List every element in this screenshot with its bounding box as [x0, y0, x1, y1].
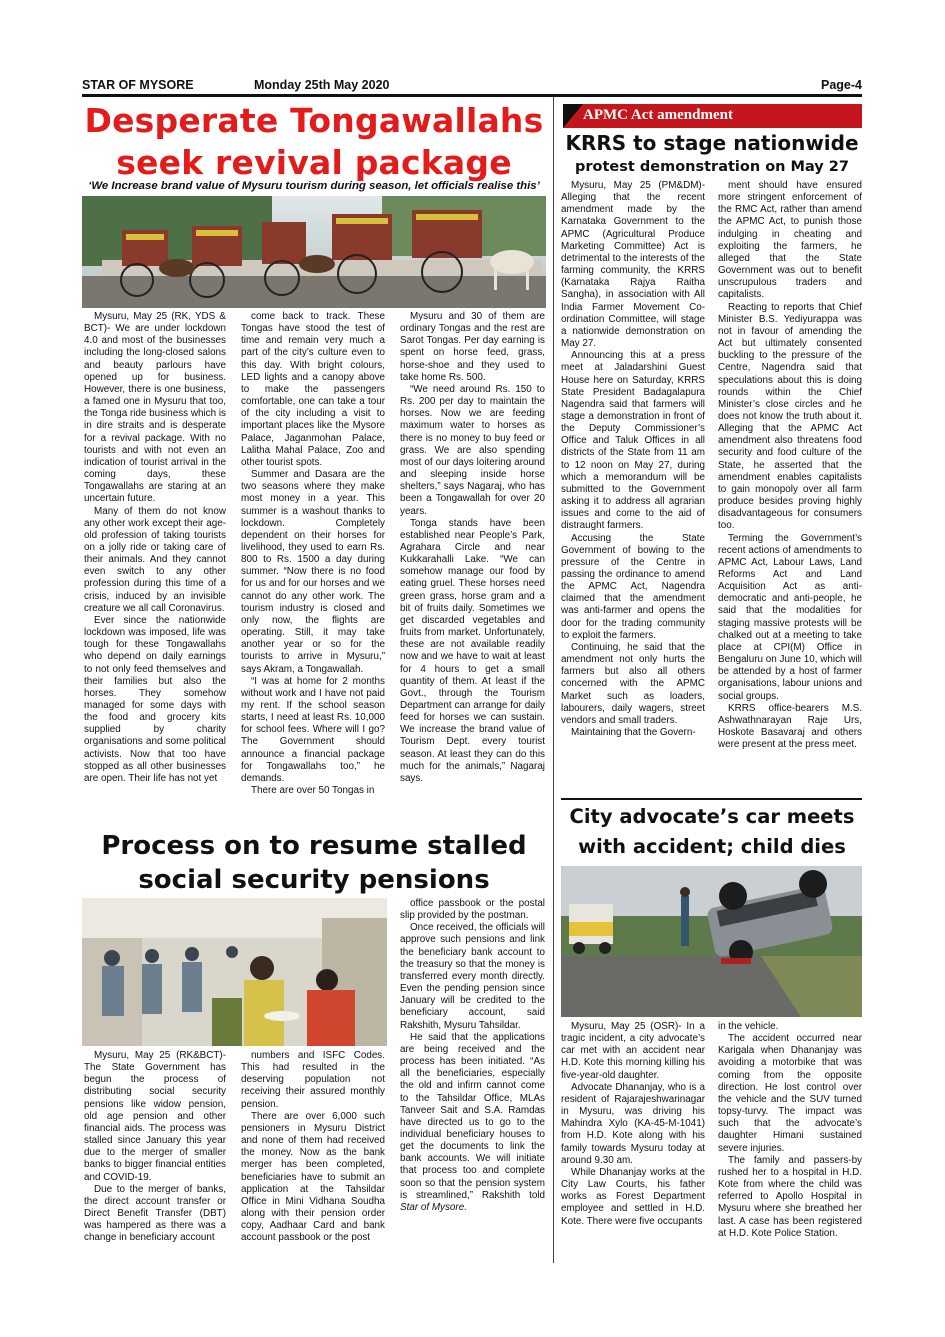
story4-col1-para: Mysuru, May 25 (OSR)- In a tragic incident, a city advocate’s car met with an accident near H.D. Kote this morning killing his five-year-old daughter. [561, 1021, 705, 1081]
story1-column-1 [84, 311, 226, 785]
story3-column-3 [400, 898, 545, 1214]
story1-column-2 [241, 311, 385, 797]
masthead-rule [82, 94, 862, 97]
issue-date: Monday 25th May 2020 [254, 78, 390, 92]
tag-triangle-icon [563, 104, 583, 128]
column-divider [553, 97, 554, 1263]
story4-headline [558, 802, 866, 862]
story1-col2-para: There are over 50 Tongas in [251, 785, 375, 797]
story3-col3-para [400, 1032, 545, 1214]
story4-col2-para: in the vehicle. [718, 1021, 779, 1032]
story2-col1-para: Announcing this at a press meet at Jaladarshini Guest House here on Saturday, KRRS State President Badagalapura Nagendra said that farmers will stage a demonstration in front of the Deputy Commissioner’s Office and Taluk Offices in all districts of the State from 11 am to 12 noon on May 27, during which a memorandum will be submitted to the Government asking it to address all agrarian issues and come to the aid of distraught farmers. [561, 350, 705, 532]
story4-col1-para: While Dhananjay works at the City Law Courts, his father works as Forest Department employee and settled in H.D. Kote. There were five occupants [561, 1166, 705, 1227]
pension-photo-image [82, 898, 387, 1046]
story1-col3-para: “We need around Rs. 150 to Rs. 200 per day to maintain the horses. Now we are feeding maximum water to horses as there is no money to buy feed or grass. We are also spending most of our days loitering around and sleeping inside horse shelters,” says Nagaraj, who has been a Tongawallah for over 20 years. [400, 383, 545, 517]
story1-col3-para: Tonga stands have been established near People’s Park, Agrahara Circle and near Kukkarahalli Lake. “We can somehow manage our food by eating gruel. These horses need green grass, horse gram and a bit of fruits daily. Sometimes we get discarded vegetables and fruits from market. Unfortunately, these are not available readily now and we have to wait at least for 4 hours to get a small quantity of them. At least if the Govt., through the Tourism Department can arrange for daily feed for horses we can sustain. We increase the brand value of Tourism Dept. every tourist season. At least they can do this much for the animals,” Nagaraj says. [400, 517, 545, 784]
story2-subheadline: protest demonstration on May 27 [575, 159, 849, 175]
story2-col1-para: Continuing, he said that the amendment not only hurts the farmers but also all others concerned with the APMC Market such as loaders, labourers, daily wagers, street vendors and small traders. [561, 641, 705, 726]
page-number: Page-4 [821, 78, 862, 92]
tonga-photo [82, 196, 546, 308]
story2-col2-para: Reacting to reports that Chief Minister B.S. Yediyurappa was not in favour of amending the Act but ultimately consented buckling to the pressure of the Centre, Nagendra said that speculations about this is doing rounds within the Chief Minister’s close circles and he does not know the truth about it. Alleging that the APMC Act amendment also threatens food security and food culture of the State, he asserted that the amendment enables capitalists to gain monopoly over all farm produce besides proving highly disadvantageous for consumers too. [718, 301, 862, 532]
story1-headline [82, 100, 546, 184]
story3-col3-para: office passbook or the postal slip provided by the postman. [400, 898, 545, 922]
story2-tag [563, 104, 862, 128]
story1-col3-para: Mysuru and 30 of them are ordinary Tongas and the rest are Sarot Tongas. Per day earning is spent on horse feed, grass, horse-shoe and they used to take home Rs. 500. [400, 311, 545, 383]
story2-column-1 [561, 180, 705, 739]
story1-col2-para: Summer and Dasara are the two seasons where they make most money in a year. This summer is a washout thanks to lockdown. Completely dependent on their horses for livelihood, they used to earn Rs. 800 to Rs. 1500 a day during summer. “Now there is no food for us and for our horses and we cannot do any other work. The tourism industry is closed and only now, the flights are operating. Still, it may take another year or so for the tourists to arrive in Mysuru,” says Akram, a Tongawallah. [241, 469, 385, 675]
story2-col1-para: Maintaining that the Govern- [571, 727, 696, 739]
story3-col3-para-text: He said that the applications are being received and the process has been initiated. “As all the beneficiaries, especially the old and infirm cannot come to the Tahsildar Office, MLAs Tanveer Sait and S.A. Ramdas have directed us to go to the individual beneficiary houses to get the documents to link the bank accounts. We will initiate that process too and complete soon so that the pension system is streamlined,” Rakshith told [400, 1031, 545, 1201]
story3-col2-para: numbers and ISFC Codes. This had resulted in the deserving population not receiving their assured monthly pension. [241, 1050, 385, 1110]
publication-name: STAR OF MYSORE [82, 78, 194, 92]
story1-col1-para: Ever since the nationwide lockdown was imposed, life was tough for these Tongawallahs who depend on daily earnings to not only feed themselves and their families but also the horses. They somehow managed for some days with the food and grocery kits supplied by charity organisations and some political activists. Now that too have stopped as all other businesses are open. Their life has not yet [84, 614, 226, 784]
story2-col2-para: KRRS office-bearers M.S. Ashwathnarayan Raje Urs, Hoskote Basavaraj and others were present at the press meet. [718, 702, 862, 751]
story1-headline-line2: seek revival package [116, 143, 512, 182]
masthead [82, 76, 862, 94]
story3-col1-para: Due to the merger of banks, the direct account transfer or Direct Benefit Transfer (DBT) was hampered as there was a change in beneficiary account [84, 1183, 226, 1244]
story3-headline-line2: social security pensions [138, 865, 490, 895]
story2-headline [558, 130, 866, 156]
story2-col1-para: Mysuru, May 25 (PM&DM)- Alleging that the recent amendment made by the Karnataka Government to the APMC (Agricultural Produce Marketing Committee) Act is detrimental to the interests of the farming community, the KRRS (Karnataka Rajya Raitha Sangha), in association with All India Farmer Movement Co-ordination Committee, will stage a nationwide demonstration on May 27. [561, 180, 705, 350]
story3-column-1 [84, 1050, 226, 1245]
story1-col1-para: Many of them do not know any other work except their age-old profession of taking tourists on a jolly ride or taking care of their animals. And they cannot even switch to any other profession during this time of a crisis, induced by an invisible creature we all call Coronavirus. [84, 505, 226, 614]
story1-headline-line1: Desperate Tongawallahs [84, 101, 544, 140]
story4-headline-line2: with accident; child dies [578, 835, 846, 858]
accident-photo [561, 866, 862, 1017]
story3-col3-para: Once received, the officials will approve such pensions and link the beneficiary bank account to the treasury so that the money is transferred every month directly. Even the pending pension since January will be credited to the beneficiary account, said Rakshith, Mysuru Tahsildar. [400, 922, 545, 1031]
story4-col1-para: Advocate Dhananjay, who is a resident of Rajarajeshwarinagar in Mysuru, was driving his Mahindra Xylo (KA-45-M-1041) from H.D. Kote along with his family towards Mysuru today at around 9.30 am. [561, 1081, 705, 1166]
story2-headline-line1: KRRS to stage nationwide [565, 131, 859, 155]
story1-kicker: ‘We Increase brand value of Mysuru tourism during season, let officials realise this’ [88, 180, 540, 192]
story4-col2-para: The accident occurred near Karigala when Dhananjay was avoiding a motorbike that was coming from the opposite direction. He lost control over the vehicle and the SUV turned topsy-turvy. The impact was such that the advocate’s daughter Himani sustained severe injuries. [718, 1033, 862, 1154]
story3-headline [82, 829, 546, 897]
accident-photo-image [561, 866, 862, 1017]
story4-column-2 [718, 1021, 862, 1240]
story1-col2-para: come back to track. These Tongas have stood the test of time and remain very much a part of the city’s culture even to this day. With bright colours, LED lights and a canopy above to make the passengers comfortable, one can take a tour of the city including a visit to important places like the Mysore Palace, Jaganmohan Palace, Lalitha Mahal Palace, Zoo and other tourist spots. [241, 311, 385, 468]
story2-column-2 [718, 180, 862, 751]
story1-column-3 [400, 311, 545, 785]
story2-col2-para: Terming the Government’s recent actions of amendments to APMC Act, Labour Laws, Land Reforms Act and Land Acquisition Act as anti-democratic and anti-people, he said that the modalities for staging massive protests will be chalked out at a meeting to take place at CPI(M) Office in Bengaluru on June 10, which will be attended by a host of farmer organisations, labour unions and social groups. [718, 532, 862, 702]
story1-col2-para: “I was at home for 2 months without work and I have not paid my rent. If the school season starts, I need at least Rs. 10,000 for school fees. Where will I go? The Government should announce a financial package for Tongawallahs too,” he demands. [241, 675, 385, 784]
story4-rule [561, 798, 862, 800]
story2-col1-para: Accusing the State Government of bowing to the pressure of the Centre in passing the ordinance to amend the APMC Act, Nagendra claimed that the amendment was anti-farmer and opens the door for the trading community to exploit the farmers. [561, 532, 705, 641]
story4-col2-para: The family and passers-by rushed her to a hospital in H.D. Kote from where the child was referred to Apollo Hospital in Mysuru where she breathed her last. A case has been registered at H.D. Kote Police Station. [718, 1154, 862, 1239]
story3-headline-line1: Process on to resume stalled [101, 831, 527, 861]
story4-column-1 [561, 1021, 705, 1228]
story3-credit: Star of Mysore. [400, 1201, 467, 1213]
story2-col2-para: ment should have ensured more stringent enforcement of the RMC Act, rather than amend the APMC Act, to punish those indulging in cheating and exploiting the farmers, he alleged that the State Government was out to benefit unscrupulous traders and capitalists. [718, 180, 862, 301]
tonga-photo-image [82, 196, 546, 308]
pension-photo [82, 898, 387, 1046]
story3-col2-para: There are over 6,000 such pensioners in Mysuru District and none of them had received the money. Now as the bank merger has been completed, beneficiaries have to submit an application at the Tahsildar Office in Mini Vidhana Soudha along with their pension order copy, Aadhaar Card and bank account passbook or the post [241, 1110, 385, 1244]
story3-column-2 [241, 1050, 385, 1245]
story2-tag-label: APMC Act amendment [583, 107, 733, 123]
story1-col1-para: Mysuru, May 25 (RK, YDS & BCT)- We are under lockdown 4.0 and most of the businesses including the long-closed salons and beauty parlours have opened up for business. However, there is one business, a famed one in Mysuru that too, the Tonga ride business which is in dire straits and is desperate for a revival package. With no tourists and with not even an indication of tourist arrival in the coming days, these Tongawallahs are staring at an uncertain future. [84, 311, 226, 505]
story4-headline-line1: City advocate’s car meets [569, 805, 855, 828]
story3-col1-para: Mysuru, May 25 (RK&BCT)- The State Government has begun the process of distributing social security pensions like widow pension, old age pension and other financial aids. The process was stalled since January this year due to the merger of smaller banks to bigger financial entities and COVID-19. [84, 1050, 226, 1183]
